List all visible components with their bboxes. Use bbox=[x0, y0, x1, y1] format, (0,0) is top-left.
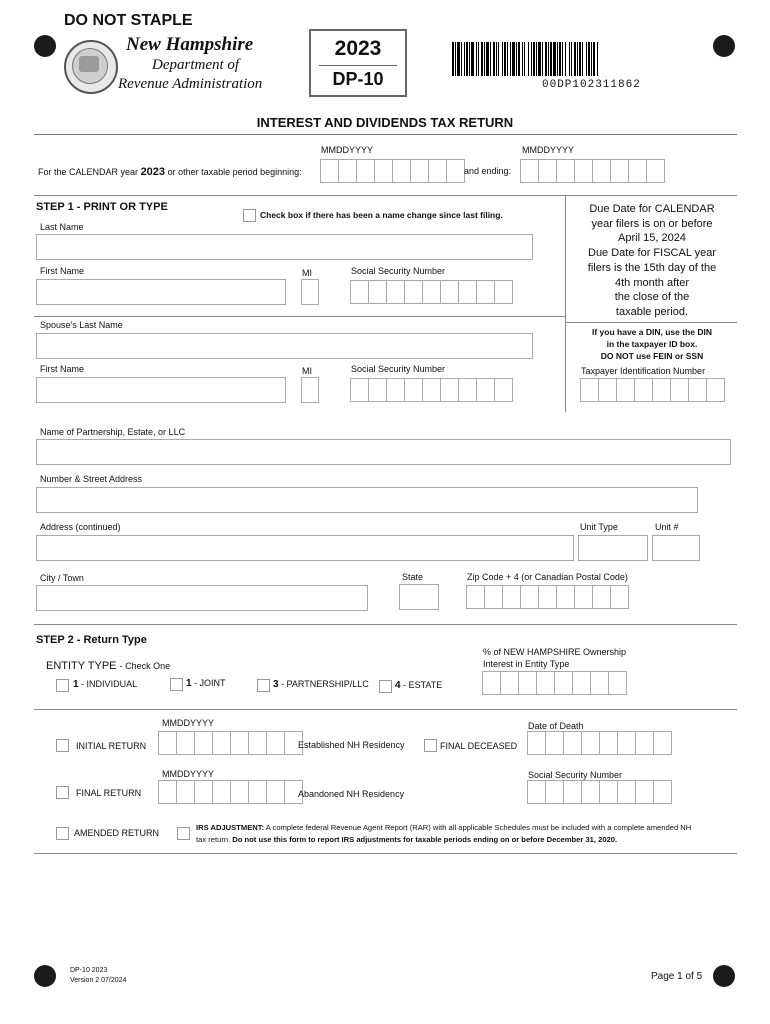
period-end-input[interactable] bbox=[520, 159, 664, 183]
partnership-name-label: Name of Partnership, Estate, or LLC bbox=[40, 427, 186, 437]
partnership-name-input[interactable] bbox=[36, 439, 731, 465]
individual-checkbox[interactable] bbox=[56, 679, 69, 692]
initial-return-date-input[interactable] bbox=[158, 731, 302, 755]
ownership-label-2: Interest in Entity Type bbox=[483, 659, 570, 669]
name-change-label: Check box if there has been a name change since last filing. bbox=[260, 210, 503, 220]
form-code: DP-10 bbox=[332, 69, 384, 89]
state-seal-icon bbox=[64, 40, 118, 94]
din-note: If you have a DIN, use the DIN in the taxpayer ID box. DO NOT use FEIN or SSN bbox=[592, 327, 712, 361]
initial-return-label: INITIAL RETURN bbox=[76, 741, 147, 751]
barcode bbox=[452, 42, 699, 76]
zip-input[interactable] bbox=[466, 585, 628, 609]
final-deceased-checkbox[interactable] bbox=[424, 739, 437, 752]
footer-form-id: DP-10 2023 bbox=[70, 967, 108, 974]
final-deceased-label: FINAL DECEASED bbox=[440, 741, 518, 751]
unit-type-input[interactable] bbox=[578, 535, 648, 561]
period-end-format: MMDDYYYY bbox=[522, 145, 575, 155]
mi-input[interactable] bbox=[301, 279, 319, 305]
street-label: Number & Street Address bbox=[40, 474, 143, 484]
partnership-checkbox[interactable] bbox=[257, 679, 270, 692]
established-nh-label: Established NH Residency bbox=[298, 740, 405, 750]
individual-label: 1 - INDIVIDUAL bbox=[73, 679, 138, 690]
punch-hole-bottom-right bbox=[713, 965, 735, 987]
spouse-rule bbox=[34, 316, 565, 317]
ownership-input[interactable] bbox=[482, 671, 626, 695]
initial-return-date-format: MMDDYYYY bbox=[162, 718, 215, 728]
form-id-box bbox=[309, 29, 407, 97]
ssn-deceased-label: Social Security Number bbox=[528, 770, 623, 780]
first-name-label: First Name bbox=[40, 266, 85, 276]
final-return-checkbox[interactable] bbox=[56, 786, 69, 799]
spouse-first-name-input[interactable] bbox=[36, 377, 286, 403]
final-return-label: FINAL RETURN bbox=[76, 788, 142, 798]
unit-no-label: Unit # bbox=[655, 522, 679, 532]
punch-hole-top-left bbox=[34, 35, 56, 57]
barcode-number: 00DP102311862 bbox=[542, 79, 641, 91]
period-label: For the CALENDAR year 2023 or other taxable period beginning: bbox=[38, 166, 302, 178]
irs-adjustment-checkbox[interactable] bbox=[177, 827, 190, 840]
department-line2: Revenue Administration bbox=[118, 76, 263, 92]
footer-version: Version 2 07/2024 bbox=[70, 977, 127, 984]
abandoned-nh-label: Abandoned NH Residency bbox=[298, 789, 405, 799]
form-year: 2023 bbox=[334, 37, 382, 60]
do-not-staple: DO NOT STAPLE bbox=[64, 12, 193, 29]
final-return-date-format: MMDDYYYY bbox=[162, 769, 215, 779]
right-column-divider bbox=[565, 196, 566, 412]
first-name-input[interactable] bbox=[36, 279, 286, 305]
state-name: New Hampshire bbox=[126, 34, 254, 55]
state-input[interactable] bbox=[399, 584, 439, 610]
punch-hole-top-right bbox=[713, 35, 735, 57]
entity-type-label: ENTITY TYPE - Check One bbox=[46, 660, 171, 672]
final-return-date-input[interactable] bbox=[158, 780, 302, 804]
form-title: INTEREST AND DIVIDENDS TAX RETURN bbox=[256, 115, 514, 130]
irs-adjustment-note: IRS ADJUSTMENT: A complete federal Revenue Agent Report (RAR) with all applicable Schedules must be included with a complete amended NH tax return. Do not use this form to report IRS adjustments for taxable periods ending on or before December 31, 2020. bbox=[196, 823, 692, 844]
date-of-death-input[interactable] bbox=[527, 731, 671, 755]
spouse-first-name-label: First Name bbox=[40, 364, 85, 374]
estate-label: 4 - ESTATE bbox=[395, 680, 443, 691]
unit-type-label: Unit Type bbox=[580, 522, 618, 532]
mi-label: MI bbox=[302, 268, 312, 278]
ssn-label: Social Security Number bbox=[351, 266, 446, 276]
city-label: City / Town bbox=[40, 573, 84, 583]
title-rule bbox=[34, 134, 737, 135]
ssn-input[interactable] bbox=[350, 280, 512, 304]
taxpayer-id-label: Taxpayer Identification Number bbox=[581, 366, 706, 376]
ownership-label-1: % of NEW HAMPSHIRE Ownership bbox=[483, 647, 627, 657]
step1-heading: STEP 1 - PRINT OR TYPE bbox=[36, 201, 168, 213]
address-cont-label: Address (continued) bbox=[40, 522, 121, 532]
and-ending-label: and ending: bbox=[464, 166, 512, 176]
unit-no-input[interactable] bbox=[652, 535, 700, 561]
last-name-label: Last Name bbox=[40, 222, 84, 232]
state-label: State bbox=[402, 572, 424, 582]
estate-checkbox[interactable] bbox=[379, 680, 392, 693]
taxpayer-id-input[interactable] bbox=[580, 378, 724, 402]
period-begin-format: MMDDYYYY bbox=[321, 145, 374, 155]
spouse-mi-label: MI bbox=[302, 366, 312, 376]
partnership-label: 3 - PARTNERSHIP/LLC bbox=[273, 679, 369, 690]
zip-label: Zip Code + 4 (or Canadian Postal Code) bbox=[467, 572, 628, 582]
amended-return-label: AMENDED RETURN bbox=[74, 828, 160, 838]
punch-hole-bottom-left bbox=[34, 965, 56, 987]
din-rule bbox=[566, 322, 737, 323]
city-input[interactable] bbox=[36, 585, 368, 611]
spouse-last-name-label: Spouse's Last Name bbox=[40, 320, 123, 330]
date-of-death-label: Date of Death bbox=[528, 721, 584, 731]
spouse-mi-input[interactable] bbox=[301, 377, 319, 403]
initial-return-checkbox[interactable] bbox=[56, 739, 69, 752]
step2-rule bbox=[34, 624, 737, 625]
return-type-rule bbox=[34, 709, 737, 710]
street-input[interactable] bbox=[36, 487, 698, 513]
last-name-input[interactable] bbox=[36, 234, 533, 260]
page-number: Page 1 of 5 bbox=[651, 971, 703, 982]
due-date-note: Due Date for CALENDAR year filers is on or before April 15, 2024 Due Date for FISCAL year filers is the 15th day of the 4th month after the close of the taxable period. bbox=[587, 203, 717, 318]
department-line1: Department of bbox=[152, 57, 240, 73]
address-cont-input[interactable] bbox=[36, 535, 574, 561]
joint-checkbox[interactable] bbox=[170, 678, 183, 691]
amended-return-checkbox[interactable] bbox=[56, 827, 69, 840]
bottom-rule bbox=[34, 853, 737, 854]
spouse-last-name-input[interactable] bbox=[36, 333, 533, 359]
ssn-deceased-input[interactable] bbox=[527, 780, 671, 804]
spouse-ssn-label: Social Security Number bbox=[351, 364, 446, 374]
spouse-ssn-input[interactable] bbox=[350, 378, 512, 402]
name-change-checkbox[interactable] bbox=[243, 209, 256, 222]
period-begin-input[interactable] bbox=[320, 159, 464, 183]
step2-heading: STEP 2 - Return Type bbox=[36, 634, 147, 646]
period-rule bbox=[34, 195, 737, 196]
joint-label: 1 - JOINT bbox=[186, 678, 226, 689]
